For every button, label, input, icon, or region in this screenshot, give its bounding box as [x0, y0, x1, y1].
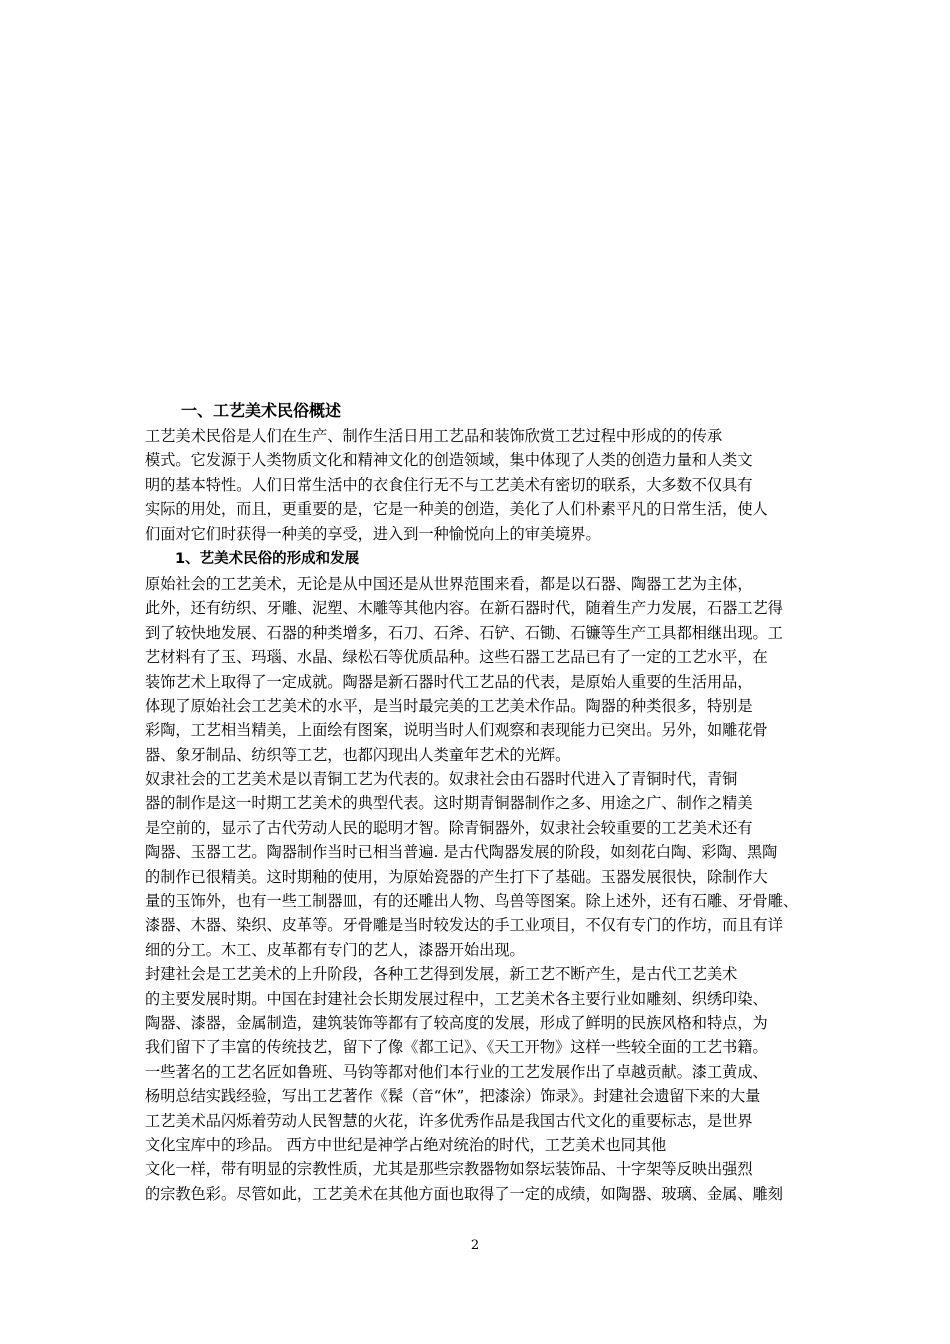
text-line: 文化一样，带有明显的宗教性质，尤其是那些宗教器物如祭坛装饰品、十字架等反映出强烈: [145, 1160, 753, 1179]
text-line: 我们留下了丰富的传统技艺，留下了像《都工记》、《天工开物》这样一些较全面的工艺书籍。: [145, 1038, 768, 1057]
page-number: 2: [470, 1238, 480, 1253]
text-line: 是空前的，显示了古代劳动人民的聪明才智。除青铜器外，奴隶社会较重要的工艺美术还有: [145, 818, 753, 837]
slave-society-paragraph: [145, 767, 813, 962]
text-line: 奴隶社会的工艺美术是以青铜工艺为代表的。奴隶社会由石器时代进入了青铜时代，青铜: [145, 770, 738, 789]
text-line: 体现了原始社会工艺美术的水平，是当时最完美的工艺美术作品。陶器的种类很多，特别是: [145, 696, 753, 715]
text-line: 一些著名的工艺名匠如鲁班、马钧等都对他们本行业的工艺发展作出了卓越贡献。漆工黄成、: [145, 1062, 768, 1081]
text-line: 陶器、玉器工艺。陶器制作当时已相当普遍. 是古代陶器发展的阶段，如刻花白陶、彩陶、黑陶: [145, 843, 778, 862]
text-line: 到了较快地发展、石器的种类增多，石刀、石斧、石铲、石锄、石镰等生产工具都相继出现。工: [145, 623, 783, 642]
text-line: 此外，还有纺织、牙雕、泥塑、木雕等其他内容。在新石器时代，随着生产力发展，石器工艺得: [145, 599, 783, 618]
text-line: 的主要发展时期。中国在封建社会长期发展过程中，工艺美术各主要行业如雕刻、织绣印染、: [145, 989, 768, 1008]
text-line: 器的制作是这一时期工艺美术的典型代表。这时期青铜器制作之多、用途之广、制作之精美: [145, 794, 753, 813]
text-line: 实际的用处，而且，更重要的是，它是一种美的创造，美化了人们朴素平凡的日常生活，使人: [145, 500, 768, 519]
text-line: 的制作已很精美。这时期釉的使用，为原始瓷器的产生打下了基础。玉器发展很快，除制作大: [145, 867, 768, 886]
text-line: 封建社会是工艺美术的上升阶段，各种工艺得到发展，新工艺不断产生，是古代工艺美术: [145, 965, 738, 984]
text-line: 原始社会的工艺美术，无论是从中国还是从世界范围来看，都是以石器、陶器工艺为主体，: [145, 574, 753, 593]
text-line: 彩陶，工艺相当精美，上面绘有图案，说明当时人们观察和表现能力已突出。另外，如雕花骨: [145, 721, 768, 740]
primitive-society-paragraph: [145, 572, 813, 767]
intro-paragraph: [145, 424, 813, 546]
feudal-society-paragraph: [145, 962, 813, 1206]
text-line: 装饰艺术上取得了一定成就。陶器是新石器时代工艺品的代表，是原始人重要的生活用品，: [145, 672, 753, 691]
subsection-heading: 1、艺美术民俗的形成和发展: [175, 550, 360, 567]
text-line: 量的玉饰外，也有一些工制器皿，有的还雕出人物、鸟兽等图案。除上述外，还有石雕、牙骨雕、: [145, 892, 799, 911]
text-line: 们面对它们时获得一种美的享受，进入到一种愉悦向上的审美境界。: [145, 524, 601, 543]
text-line: 的宗教色彩。尽管如此，工艺美术在其他方面也取得了一定的成绩，如陶器、玻璃、金属、雕刻: [145, 1184, 783, 1203]
document-body: [145, 398, 813, 1206]
text-line: 陶器、漆器，金属制造，建筑装饰等都有了较高度的发展，形成了鲜明的民族风格和特点，为: [145, 1013, 768, 1032]
text-line: 杨明总结实践经验，写出工艺著作《髹（音“休”，把漆涂）饰录》。封建社会遗留下来的大量: [145, 1087, 761, 1106]
text-line: 工艺美术民俗是人们在生产、制作生活日用工艺品和装饰欣赏工艺过程中形成的的传承: [145, 427, 723, 445]
text-line: 细的分工。木工、皮革都有专门的艺人，漆器开始出现。: [145, 940, 525, 959]
text-line: 模式。它发源于人类物质文化和精神文化的创造领域，集中体现了人类的创造力量和人类文: [145, 451, 753, 470]
text-line: 漆器、木器、染织、皮革等。牙骨雕是当时较发达的手工业项目，不仅有专门的作坊，而且有详: [145, 916, 783, 935]
text-line: 文化宝库中的珍品。 西方中世纪是神学占绝对统治的时代，工艺美术也同其他: [145, 1135, 667, 1154]
text-line: 明的基本特性。人们日常生活中的衣食住行无不与工艺美术有密切的联系，大多数不仅具有: [145, 475, 753, 494]
text-line: 工艺美术品闪烁着劳动人民智慧的火花，许多优秀作品是我国古代文化的重要标志，是世界: [145, 1111, 753, 1130]
section-heading: 一、工艺美术民俗概述: [181, 401, 342, 420]
text-line: 艺材料有了玉、玛瑙、水晶、绿松石等优质品种。这些石器工艺品已有了一定的工艺水平，在: [145, 648, 768, 667]
text-line: 器、象牙制品、纺织等工艺，也都闪现出人类童年艺术的光辉。: [145, 745, 571, 764]
